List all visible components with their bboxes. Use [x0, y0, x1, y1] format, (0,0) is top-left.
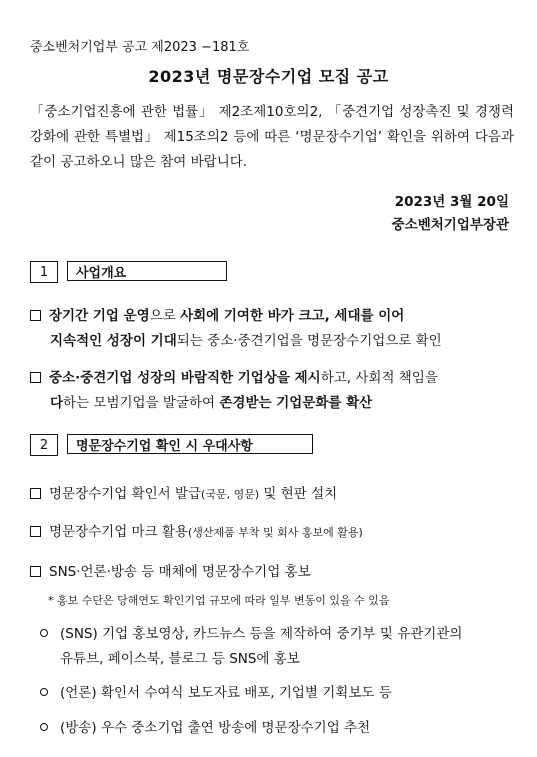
- notice-number: 중소벤처기업부 공고 제2023 −181호: [30, 40, 250, 55]
- section-title: 사업개요: [67, 261, 227, 281]
- list-item: 명문장수기업 확인서 발급(국문, 영문) 및 현판 설치: [30, 482, 337, 507]
- bullet-circle-icon: [40, 629, 48, 637]
- sub-list-item: (방송) 우수 중소기업 출연 방송에 명문장수기업 추천: [30, 716, 370, 741]
- bullet-circle-icon: [40, 688, 48, 696]
- section-1-header: [30, 261, 227, 283]
- checkbox-square-icon: [30, 526, 41, 537]
- section-title: 명문장수기업 확인 시 우대사항: [67, 434, 313, 454]
- section-2-header: [30, 434, 313, 456]
- checkbox-square-icon: [30, 310, 41, 321]
- checkbox-square-icon: [30, 488, 41, 499]
- footnote: * 홍보 수단은 당해연도 확인기업 규모에 따라 일부 변동이 있을 수 있음: [48, 594, 390, 607]
- sub-list-item: (언론) 확인서 수여식 보도자료 배포, 기업별 기획보도 등: [30, 681, 392, 706]
- intro-paragraph: 「중소기업진흥에 관한 법률」 제2조제10호의2, 「중견기업 성장촉진 및 경쟁력 강화에 관한 특별법」 제15조의2 등에 따른 ‘명문장수기업’ 확인을 위하여 다음과 같이 공고하오니 많은 참여 바랍니다.: [30, 104, 514, 170]
- list-item: 중소·중견기업 성장의 바람직한 기업상을 제시하고, 사회적 책임을 다하는 모범기업을 발굴하여 존경받는 기업문화를 확산: [30, 366, 438, 416]
- notice-date: 2023년 3월 20일: [394, 194, 509, 210]
- issuer: 중소벤처기업부장관: [391, 217, 509, 233]
- list-item: SNS·언론·방송 등 매체에 명문장수기업 홍보: [30, 560, 311, 585]
- bullet-circle-icon: [40, 723, 48, 731]
- page-title: 2023년 명문장수기업 모집 공고: [148, 67, 389, 86]
- section-number: 1: [30, 261, 58, 283]
- sub-list-item: (SNS) 기업 홍보영상, 카드뉴스 등을 제작하여 중기부 및 유관기관의 유튜브, 페이스북, 블로그 등 SNS에 홍보: [30, 622, 462, 672]
- list-item: 장기간 기업 운영으로 사회에 기여한 바가 크고, 세대를 이어 지속적인 성장이 기대되는 중소·중견기업을 명문장수기업으로 확인: [30, 304, 442, 354]
- list-item: 명문장수기업 마크 활용(생산제품 부착 및 회사 홍보에 활용): [30, 520, 363, 545]
- section-number: 2: [30, 434, 58, 456]
- checkbox-square-icon: [30, 372, 41, 383]
- checkbox-square-icon: [30, 566, 41, 577]
